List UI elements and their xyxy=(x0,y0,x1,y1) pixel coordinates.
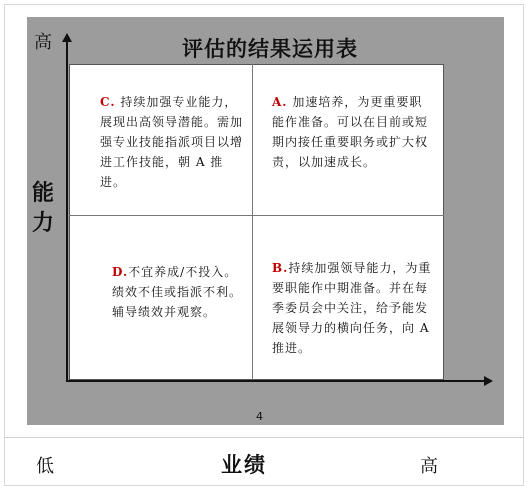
page-number: 4 xyxy=(256,410,263,423)
footer-divider xyxy=(5,437,523,438)
quadrant-b-text: 持续加强领导能力，为重要职能作中期准备。并在每季委员会中关注，给予能发展领导力的横向任务，向 A 推进。 xyxy=(272,261,432,355)
quadrant-b-letter: B. xyxy=(272,261,289,275)
quadrant-a-letter: A. xyxy=(272,95,288,109)
quadrant-d-letter: D. xyxy=(112,265,129,279)
y-axis-high-label: 高 xyxy=(34,32,52,53)
y-axis-arrow-icon xyxy=(62,33,72,42)
matrix-horizontal-divider xyxy=(69,215,444,216)
x-axis-high-label: 高 xyxy=(420,456,438,477)
quadrant-c xyxy=(100,92,245,192)
y-axis-label: 能力 xyxy=(32,180,55,236)
matrix-vertical-divider xyxy=(252,64,253,380)
x-axis-line xyxy=(66,380,484,382)
quadrant-d xyxy=(112,262,246,322)
quadrant-c-text: 持续加强专业能力，展现出高领导潜能。需加强专业技能指派项目以增进工作技能，朝 A 推进。 xyxy=(100,95,244,189)
x-axis-low-label: 低 xyxy=(36,456,54,477)
quadrant-d-text: 不宜养成/不投入。绩效不佳或指派不利。辅导绩效并观察。 xyxy=(112,265,243,319)
y-axis-line xyxy=(66,40,68,382)
quadrant-a-text: 加速培养，为更重要职能作准备。可以在目前或短期内接任重要职务或扩大权责，以加速成长。 xyxy=(272,95,429,169)
quadrant-c-letter: C. xyxy=(100,95,116,109)
x-axis-label: 业绩 xyxy=(221,452,267,477)
x-axis-arrow-icon xyxy=(484,376,493,386)
page-title: 评估的结果运用表 xyxy=(182,36,358,61)
quadrant-a xyxy=(272,92,434,172)
quadrant-b xyxy=(272,258,438,358)
